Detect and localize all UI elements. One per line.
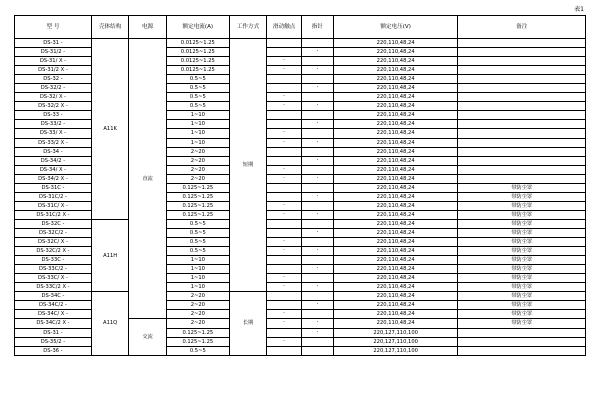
cell-rated-current: 1~10 bbox=[166, 256, 229, 265]
cell-rated-voltage: 220,127,110,100 bbox=[333, 346, 458, 355]
cell-rated-voltage: 220,110,48,24 bbox=[333, 57, 458, 66]
cell-rated-current: 2~20 bbox=[166, 147, 229, 156]
cell-remark bbox=[458, 337, 586, 346]
cell-slide-contact: · bbox=[267, 165, 302, 174]
cell-rated-voltage: 220,110,48,24 bbox=[333, 66, 458, 75]
cell-pointer: · bbox=[301, 156, 333, 165]
specification-table bbox=[14, 15, 586, 356]
cell-rated-current: 0.5~5 bbox=[166, 238, 229, 247]
cell-slide-contact: · bbox=[267, 138, 302, 147]
cell-remark: 带防尘罩 bbox=[458, 201, 586, 210]
cell-remark: 带防尘罩 bbox=[458, 210, 586, 219]
cell-model: DS-33/ X - bbox=[15, 129, 92, 138]
cell-slide-contact: · bbox=[267, 310, 302, 319]
cell-rated-voltage: 220,110,48,24 bbox=[333, 192, 458, 201]
cell-model: DS-32/ X - bbox=[15, 93, 92, 102]
cell-rated-voltage: 220,110,48,24 bbox=[333, 156, 458, 165]
cell-model: DS-33C/2 X - bbox=[15, 283, 92, 292]
cell-model: DS-35/2 - bbox=[15, 337, 92, 346]
cell-pointer bbox=[301, 129, 333, 138]
cell-remark bbox=[458, 156, 586, 165]
cell-remark bbox=[458, 328, 586, 337]
cell-model: DS-32 - bbox=[15, 75, 92, 84]
cell-rated-voltage: 220,110,48,24 bbox=[333, 228, 458, 237]
cell-remark bbox=[458, 147, 586, 156]
column-header-shell: 壳体结构 bbox=[91, 16, 129, 39]
cell-pointer bbox=[301, 238, 333, 247]
cell-model: DS-31/ X - bbox=[15, 57, 92, 66]
cell-rated-current: 0.0125~1.25 bbox=[166, 66, 229, 75]
table-header bbox=[15, 16, 586, 39]
cell-rated-current: 0.125~1.25 bbox=[166, 192, 229, 201]
cell-model: DS-32/2 - bbox=[15, 84, 92, 93]
cell-model: DS-33 - bbox=[15, 111, 92, 120]
cell-rated-current: 1~10 bbox=[166, 274, 229, 283]
cell-slide-contact bbox=[267, 256, 302, 265]
cell-model: DS-32C/2 X - bbox=[15, 247, 92, 256]
cell-power-type: 交流 bbox=[129, 319, 167, 355]
cell-rated-voltage: 220,110,48,24 bbox=[333, 274, 458, 283]
cell-slide-contact bbox=[267, 39, 302, 48]
table-row bbox=[15, 39, 586, 48]
cell-pointer: · bbox=[301, 301, 333, 310]
cell-slide-contact: · bbox=[267, 337, 302, 346]
cell-rated-voltage: 220,110,48,24 bbox=[333, 147, 458, 156]
cell-rated-current: 2~20 bbox=[166, 165, 229, 174]
column-header-current: 额定电流(A) bbox=[166, 16, 229, 39]
cell-rated-current: 0.5~5 bbox=[166, 219, 229, 228]
cell-rated-current: 2~20 bbox=[166, 156, 229, 165]
cell-rated-current: 2~20 bbox=[166, 292, 229, 301]
cell-pointer: · bbox=[301, 210, 333, 219]
cell-remark: 带防尘罩 bbox=[458, 192, 586, 201]
cell-pointer bbox=[301, 183, 333, 192]
table-row bbox=[15, 292, 586, 301]
cell-remark bbox=[458, 120, 586, 129]
table-body bbox=[15, 39, 586, 356]
cell-slide-contact: · bbox=[267, 319, 302, 328]
cell-rated-voltage: 220,110,48,24 bbox=[333, 165, 458, 174]
column-header-model: 型 号 bbox=[15, 16, 92, 39]
cell-slide-contact bbox=[267, 346, 302, 355]
cell-slide-contact bbox=[267, 192, 302, 201]
cell-pointer: · bbox=[301, 192, 333, 201]
cell-slide-contact: · bbox=[267, 129, 302, 138]
cell-remark bbox=[458, 48, 586, 57]
cell-rated-voltage: 220,110,48,24 bbox=[333, 310, 458, 319]
cell-model: DS-33C/ X - bbox=[15, 274, 92, 283]
cell-model: DS-34C/2 - bbox=[15, 301, 92, 310]
cell-pointer: · bbox=[301, 120, 333, 129]
cell-rated-voltage: 220,110,48,24 bbox=[333, 138, 458, 147]
cell-remark: 带防尘罩 bbox=[458, 265, 586, 274]
cell-model: DS-33C - bbox=[15, 256, 92, 265]
cell-rated-voltage: 220,127,110,100 bbox=[333, 337, 458, 346]
cell-rated-current: 0.125~1.25 bbox=[166, 328, 229, 337]
cell-remark: 带防尘罩 bbox=[458, 274, 586, 283]
cell-rated-current: 1~10 bbox=[166, 138, 229, 147]
cell-remark: 带防尘罩 bbox=[458, 301, 586, 310]
cell-model: DS-34C/ X - bbox=[15, 310, 92, 319]
cell-model: DS-33/2 X - bbox=[15, 138, 92, 147]
cell-slide-contact bbox=[267, 328, 302, 337]
cell-remark: 带防尘罩 bbox=[458, 319, 586, 328]
cell-pointer bbox=[301, 337, 333, 346]
cell-rated-current: 2~20 bbox=[166, 174, 229, 183]
cell-pointer bbox=[301, 165, 333, 174]
cell-remark bbox=[458, 66, 586, 75]
cell-model: DS-34C - bbox=[15, 292, 92, 301]
cell-slide-contact: · bbox=[267, 57, 302, 66]
cell-rated-voltage: 220,110,48,24 bbox=[333, 129, 458, 138]
cell-slide-contact: · bbox=[267, 93, 302, 102]
cell-slide-contact bbox=[267, 120, 302, 129]
cell-model: DS-34C/2 X - bbox=[15, 319, 92, 328]
cell-slide-contact: · bbox=[267, 102, 302, 111]
cell-remark: 带防尘罩 bbox=[458, 219, 586, 228]
cell-pointer: · bbox=[301, 319, 333, 328]
cell-rated-current: 0.5~5 bbox=[166, 84, 229, 93]
cell-rated-current: 0.0125~1.25 bbox=[166, 39, 229, 48]
column-header-remark: 备注 bbox=[458, 16, 586, 39]
cell-remark bbox=[458, 39, 586, 48]
cell-rated-current: 1~10 bbox=[166, 129, 229, 138]
cell-rated-current: 0.125~1.25 bbox=[166, 183, 229, 192]
column-header-slide-contact: 滑动触点 bbox=[267, 16, 302, 39]
cell-model: DS-31/2 - bbox=[15, 48, 92, 57]
cell-rated-current: 0.0125~1.25 bbox=[166, 57, 229, 66]
cell-rated-voltage: 220,110,48,24 bbox=[333, 75, 458, 84]
cell-remark: 带防尘罩 bbox=[458, 310, 586, 319]
cell-slide-contact bbox=[267, 219, 302, 228]
cell-pointer: · bbox=[301, 283, 333, 292]
cell-pointer: · bbox=[301, 328, 333, 337]
cell-pointer: · bbox=[301, 228, 333, 237]
cell-rated-current: 1~10 bbox=[166, 265, 229, 274]
cell-pointer: · bbox=[301, 84, 333, 93]
cell-model: DS-31C/ X - bbox=[15, 201, 92, 210]
cell-slide-contact: · bbox=[267, 283, 302, 292]
cell-rated-voltage: 220,110,48,24 bbox=[333, 174, 458, 183]
cell-remark bbox=[458, 57, 586, 66]
cell-rated-voltage: 220,110,48,24 bbox=[333, 39, 458, 48]
cell-rated-voltage: 220,110,48,24 bbox=[333, 292, 458, 301]
cell-slide-contact bbox=[267, 84, 302, 93]
cell-rated-voltage: 220,110,48,24 bbox=[333, 301, 458, 310]
cell-work-mode: 长期 bbox=[229, 292, 267, 355]
column-header-power: 电源 bbox=[129, 16, 167, 39]
cell-slide-contact bbox=[267, 265, 302, 274]
cell-model: DS-34/ X - bbox=[15, 165, 92, 174]
cell-rated-current: 1~10 bbox=[166, 120, 229, 129]
cell-slide-contact bbox=[267, 301, 302, 310]
cell-pointer: · bbox=[301, 102, 333, 111]
cell-slide-contact: · bbox=[267, 247, 302, 256]
cell-pointer: · bbox=[301, 247, 333, 256]
cell-remark bbox=[458, 102, 586, 111]
cell-remark bbox=[458, 174, 586, 183]
cell-model: DS-31C/2 - bbox=[15, 192, 92, 201]
cell-pointer: · bbox=[301, 48, 333, 57]
cell-rated-voltage: 220,110,48,24 bbox=[333, 102, 458, 111]
cell-model: DS-31/2 X - bbox=[15, 66, 92, 75]
cell-pointer bbox=[301, 111, 333, 120]
cell-rated-current: 0.125~1.25 bbox=[166, 201, 229, 210]
cell-rated-current: 2~20 bbox=[166, 310, 229, 319]
cell-rated-voltage: 220,110,48,24 bbox=[333, 283, 458, 292]
cell-rated-voltage: 220,110,48,24 bbox=[333, 319, 458, 328]
cell-rated-voltage: 220,110,48,24 bbox=[333, 247, 458, 256]
cell-pointer bbox=[301, 346, 333, 355]
cell-pointer bbox=[301, 310, 333, 319]
cell-rated-current: 0.125~1.25 bbox=[166, 337, 229, 346]
cell-slide-contact bbox=[267, 75, 302, 84]
cell-slide-contact bbox=[267, 156, 302, 165]
cell-rated-current: 0.5~5 bbox=[166, 102, 229, 111]
cell-slide-contact: · bbox=[267, 201, 302, 210]
cell-pointer: · bbox=[301, 265, 333, 274]
cell-remark: 带防尘罩 bbox=[458, 183, 586, 192]
column-header-pointer: 指针 bbox=[301, 16, 333, 39]
cell-remark bbox=[458, 129, 586, 138]
cell-work-mode: 短期 bbox=[229, 39, 267, 292]
table-row bbox=[15, 219, 586, 228]
cell-remark bbox=[458, 165, 586, 174]
cell-rated-voltage: 220,110,48,24 bbox=[333, 256, 458, 265]
cell-slide-contact: · bbox=[267, 238, 302, 247]
cell-slide-contact bbox=[267, 183, 302, 192]
cell-remark: 带防尘罩 bbox=[458, 228, 586, 237]
cell-remark bbox=[458, 138, 586, 147]
cell-remark bbox=[458, 93, 586, 102]
cell-pointer bbox=[301, 219, 333, 228]
cell-rated-current: 0.125~1.25 bbox=[166, 210, 229, 219]
cell-pointer bbox=[301, 292, 333, 301]
cell-rated-current: 0.5~5 bbox=[166, 247, 229, 256]
cell-rated-current: 1~10 bbox=[166, 283, 229, 292]
cell-pointer bbox=[301, 57, 333, 66]
cell-rated-current: 0.5~5 bbox=[166, 75, 229, 84]
cell-model: DS-34/2 - bbox=[15, 156, 92, 165]
cell-model: DS-32C/ X - bbox=[15, 238, 92, 247]
cell-pointer bbox=[301, 75, 333, 84]
cell-pointer bbox=[301, 147, 333, 156]
cell-slide-contact bbox=[267, 147, 302, 156]
cell-shell-structure: A11H bbox=[91, 219, 129, 291]
cell-pointer: · bbox=[301, 138, 333, 147]
cell-model: DS-32C - bbox=[15, 219, 92, 228]
cell-model: DS-36 - bbox=[15, 346, 92, 355]
cell-rated-voltage: 220,110,48,24 bbox=[333, 111, 458, 120]
cell-rated-current: 1~10 bbox=[166, 111, 229, 120]
column-header-voltage: 额定电压(V) bbox=[333, 16, 458, 39]
cell-rated-voltage: 220,110,48,24 bbox=[333, 201, 458, 210]
cell-model: DS-31 - bbox=[15, 39, 92, 48]
column-header-mode: 工作方式 bbox=[229, 16, 267, 39]
cell-slide-contact: · bbox=[267, 210, 302, 219]
cell-model: DS-32/2 X - bbox=[15, 102, 92, 111]
cell-remark: 带防尘罩 bbox=[458, 256, 586, 265]
cell-remark bbox=[458, 111, 586, 120]
cell-slide-contact bbox=[267, 228, 302, 237]
cell-shell-structure: A11K bbox=[91, 39, 129, 220]
cell-model: DS-34 - bbox=[15, 147, 92, 156]
cell-rated-current: 0.5~5 bbox=[166, 93, 229, 102]
cell-rated-current: 0.5~5 bbox=[166, 228, 229, 237]
cell-model: DS-32C/2 - bbox=[15, 228, 92, 237]
cell-slide-contact bbox=[267, 48, 302, 57]
cell-pointer: · bbox=[301, 174, 333, 183]
cell-slide-contact: · bbox=[267, 274, 302, 283]
cell-rated-voltage: 220,110,48,24 bbox=[333, 210, 458, 219]
table-header-row bbox=[15, 16, 586, 39]
cell-model: DS-31C/2 X - bbox=[15, 210, 92, 219]
cell-model: DS-34/2 X - bbox=[15, 174, 92, 183]
cell-rated-voltage: 220,110,48,24 bbox=[333, 84, 458, 93]
cell-rated-voltage: 220,110,48,24 bbox=[333, 238, 458, 247]
cell-model: DS-33C/2 - bbox=[15, 265, 92, 274]
cell-pointer bbox=[301, 93, 333, 102]
cell-rated-current: 0.0125~1.25 bbox=[166, 48, 229, 57]
cell-remark: 带防尘罩 bbox=[458, 247, 586, 256]
cell-rated-voltage: 220,110,48,24 bbox=[333, 219, 458, 228]
cell-pointer bbox=[301, 256, 333, 265]
cell-power-type: 直流 bbox=[129, 39, 167, 319]
cell-slide-contact: · bbox=[267, 66, 302, 75]
cell-remark bbox=[458, 346, 586, 355]
cell-slide-contact: · bbox=[267, 174, 302, 183]
cell-slide-contact bbox=[267, 111, 302, 120]
cell-rated-voltage: 220,127,110,100 bbox=[333, 328, 458, 337]
cell-rated-voltage: 220,110,48,24 bbox=[333, 93, 458, 102]
cell-rated-current: 2~20 bbox=[166, 301, 229, 310]
cell-rated-voltage: 220,110,48,24 bbox=[333, 48, 458, 57]
cell-rated-current: 2~20 bbox=[166, 319, 229, 328]
cell-remark: 带防尘罩 bbox=[458, 283, 586, 292]
cell-model: DS-31 - bbox=[15, 328, 92, 337]
cell-rated-voltage: 220,110,48,24 bbox=[333, 120, 458, 129]
cell-remark bbox=[458, 84, 586, 93]
cell-pointer bbox=[301, 274, 333, 283]
cell-model: DS-31C - bbox=[15, 183, 92, 192]
cell-pointer: · bbox=[301, 66, 333, 75]
cell-pointer bbox=[301, 201, 333, 210]
cell-model: DS-33/2 - bbox=[15, 120, 92, 129]
cell-slide-contact bbox=[267, 292, 302, 301]
cell-shell-structure: A11Q bbox=[91, 292, 129, 355]
cell-remark: 带防尘罩 bbox=[458, 238, 586, 247]
cell-rated-current: 0.5~5 bbox=[166, 346, 229, 355]
cell-pointer bbox=[301, 39, 333, 48]
cell-rated-voltage: 220,110,48,24 bbox=[333, 265, 458, 274]
cell-rated-voltage: 220,110,48,24 bbox=[333, 183, 458, 192]
table-number-label: 表1 bbox=[574, 6, 584, 13]
cell-remark: 带防尘罩 bbox=[458, 292, 586, 301]
cell-remark bbox=[458, 75, 586, 84]
